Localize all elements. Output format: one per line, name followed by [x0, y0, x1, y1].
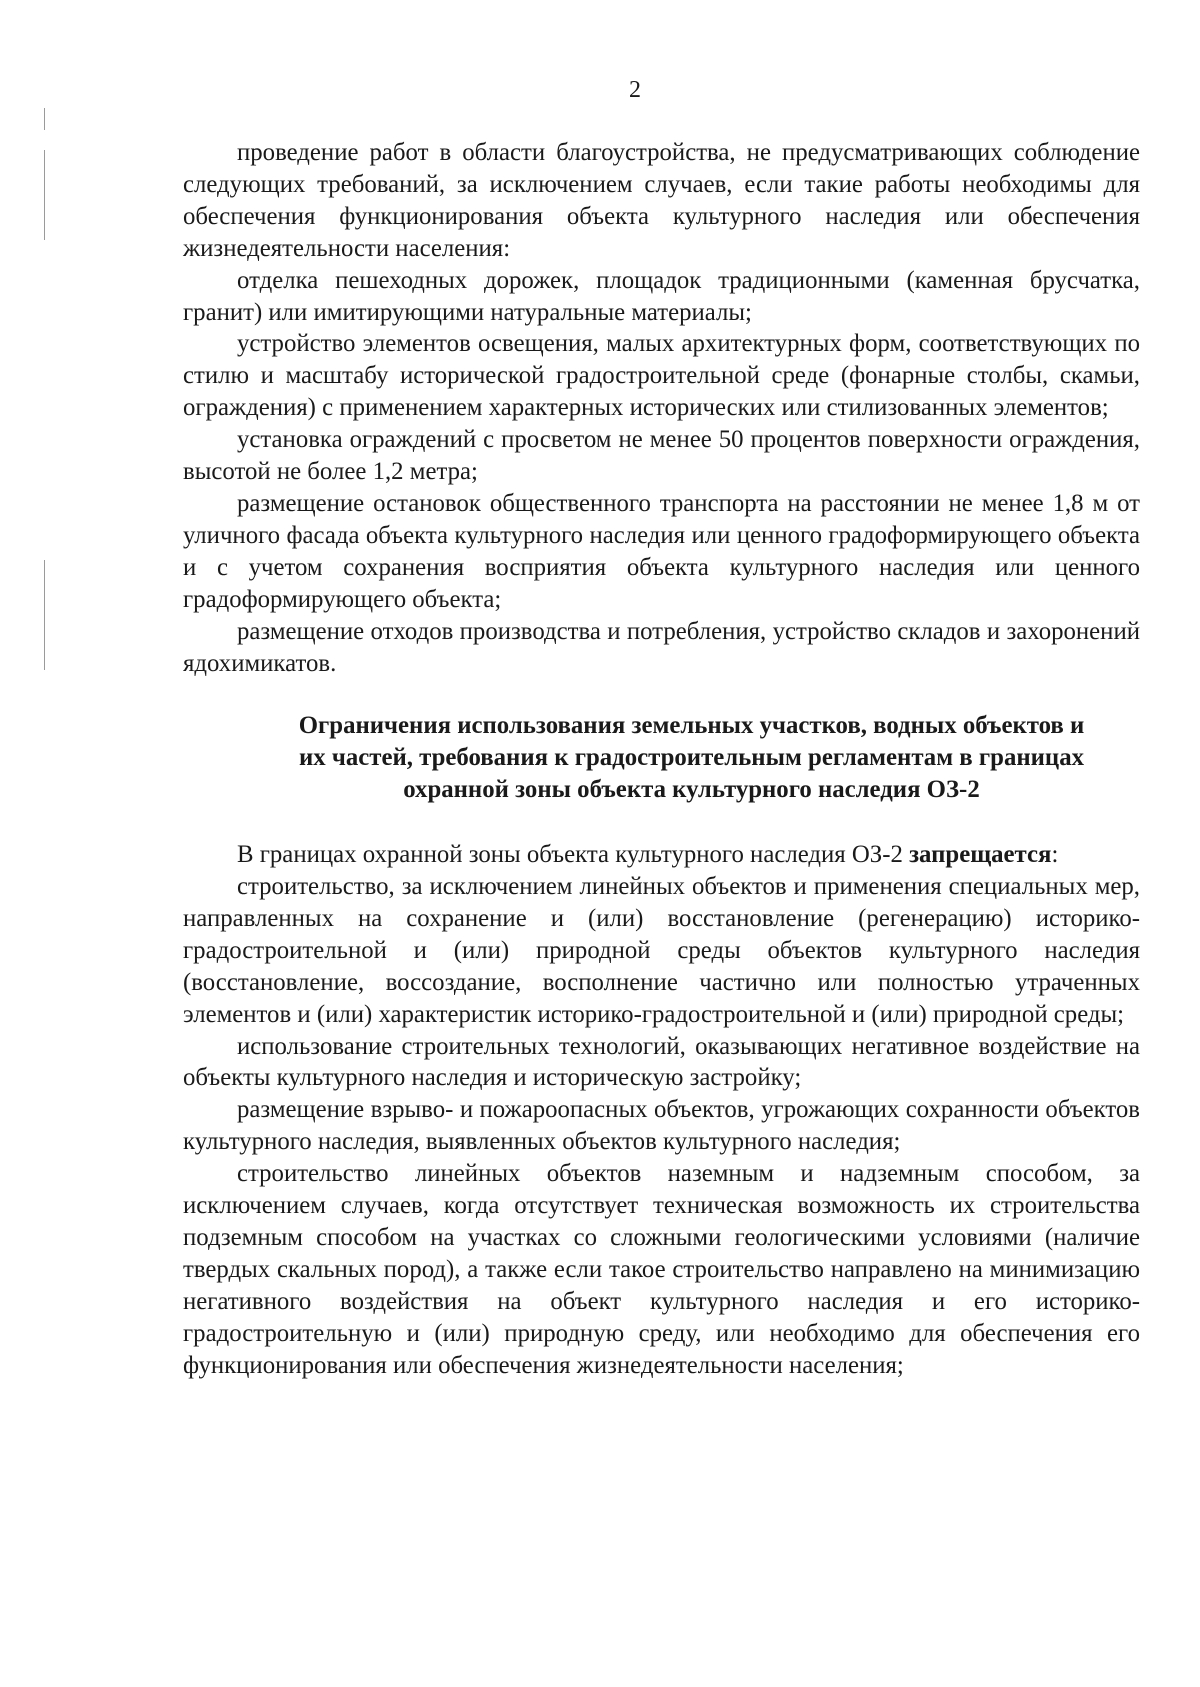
- paragraph-fences: установка ограждений с просветом не менее 50 процентов поверхности ограждения, высотой не более 1,2 метра;: [183, 426, 1140, 486]
- section-heading: [183, 710, 1140, 806]
- section-spacer: [183, 679, 1140, 710]
- intro-prohibited-word: запрещается: [909, 841, 1052, 869]
- intro-text: В границах охранной зоны объекта культурного наследия ОЗ-2: [237, 841, 910, 869]
- page-number: 2: [629, 77, 641, 103]
- scan-margin-mark: [44, 150, 45, 240]
- heading-line: Ограничения использования земельных участков, водных объектов и: [298, 712, 1085, 740]
- intro-suffix: :: [1051, 841, 1059, 869]
- heading-line: охранной зоны объекта культурного наследия ОЗ-2: [403, 776, 980, 804]
- paragraph-technologies: использование строительных технологий, оказывающих негативное воздействие на объекты культурного наследия и историческую застройку;: [183, 1032, 1140, 1092]
- heading-line: их частей, требования к градостроительным регламентам в границах: [298, 744, 1084, 772]
- document-body: [183, 137, 1140, 1382]
- paragraph-bus-stops: размещение остановок общественного транспорта на расстоянии не менее 1,8 м от уличного фасада объекта культурного наследия или ценного градоформирующего объекта и с учетом сохранения восприятия объекта культурного наследия или ценного градоформирующего объекта;: [183, 489, 1140, 613]
- section-spacer: [183, 806, 1140, 839]
- paragraph-landscaping: проведение работ в области благоустройства, не предусматривающих соблюдение следующих требований, за исключением случаев, если такие работы необходимы для обеспечения функционирования объекта культурного наследия или обеспечения жизнедеятельности населения:: [183, 139, 1140, 262]
- scan-margin-mark: [44, 108, 45, 130]
- paragraph-waste: размещение отходов производства и потребления, устройство складов и захоронений ядохимикатов.: [183, 617, 1140, 677]
- paragraph-construction: строительство, за исключением линейных объектов и применения специальных мер, направленных на сохранение и (или) восстановление (регенерацию) историко-градостроительной и (или) природной среды объектов культурного наследия (восстановление, воссоздание, восполнение частично или полностью утраченных элементов и (или) характеристик историко-градостроительной и (или) природной среды;: [183, 873, 1140, 1028]
- paragraph-walkways: отделка пешеходных дорожек, площадок традиционными (каменная брусчатка, гранит) или имитирующими натуральные материалы;: [183, 266, 1140, 326]
- scan-margin-mark: [44, 560, 45, 670]
- intro-paragraph: [183, 839, 1140, 871]
- paragraph-linear-objects: строительство линейных объектов наземным и надземным способом, за исключением случаев, когда отсутствует техническая возможность их строительства подземным способом на участках со сложными геологическими условиями (наличие твердых скальных пород), а также если такое строительство направлено на минимизацию негативного воздействия на объект культурного наследия и его историко-градостроительную и (или) природную среду, или необходимо для обеспечения его функционирования или обеспечения жизнедеятельности населения;: [183, 1160, 1140, 1379]
- paragraph-lighting: устройство элементов освещения, малых архитектурных форм, соответствующих по стилю и масштабу исторической градостроительной среде (фонарные столбы, скамьи, ограждения) с применением характерных исторических или стилизованных элементов;: [183, 330, 1140, 422]
- paragraph-hazardous: размещение взрыво- и пожароопасных объектов, угрожающих сохранности объектов культурного наследия, выявленных объектов культурного наследия;: [183, 1096, 1140, 1156]
